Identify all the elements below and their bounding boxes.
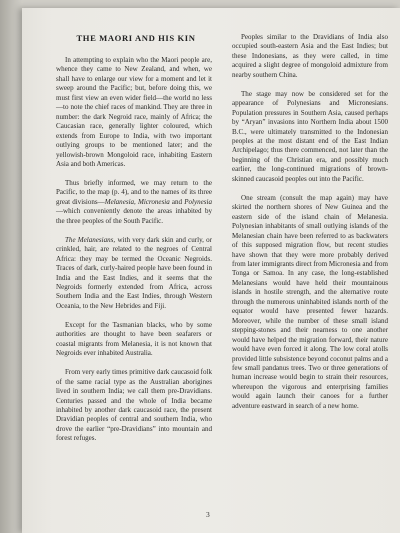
paragraph: One stream (consult the map again) may have skirted the northern shores of New Guinea and the eastern side of the island chain of Melanesia. Polynesian inhabitants of small outlying islands of the Melanesian chain have been referred to as backwaters of this supposed migration flow, but recent studies have shown that they were more probably derived from later immigrants direct from Micronesia and from Tonga or Samoa. In any case, the long-established Melanesians would have held their mountainous islands in hostile strength, and the alternative route through the numerous uninhabited islands north of the equator would have presented fewer hazards. Moreover, while the number of these small island stepping-stones and their nearness to one another would have helped the migration forward, their nature would have even forced it along. The low coral atolls provided little subsistence beyond coconut palms and a few small pandanus trees. Two or three generations of human increase would begin to strain their resources, whereupon the vigorous and enterprising families would again launch their canoes for a further adventure eastward in search of a new home.	[232, 193, 388, 410]
left-column	[56, 56, 212, 453]
page-title: THE MAORI AND HIS KIN	[76, 33, 196, 43]
paragraph: From very early times primitive dark caucasoid folk of the same racial type as the Australian aborigines lived in southern India; we call them pre-Dravidians. Centuries passed and the whole of India became inhabited by another dark caucasoid race, the present Dravidian peoples of central and southern India, who drove the earlier “pre-Dravidians” into mountain and forest refuges.	[56, 368, 212, 443]
paragraph: The Melanesians, with very dark skin and curly, or crinkled, hair, are related to the negroes of Central Africa: they may be termed the Oceanic Negroids. Traces of dark, curly-haired people have been found in India and the East Indies, and it seems that the Negroids formerly extended from Africa, across Southern India and the East Indies, through Western Oceania, to the New Hebrides and Fiji.	[56, 235, 213, 310]
paragraph: Thus briefly informed, we may return to the Pacific, to the map (p. 4), and to the names of its three great divisions—Melanesia, Micronesia and Polynesia—which conveniently denote the areas inhabited by the three peoples of the South Pacific.	[56, 178, 212, 225]
paragraph: In attempting to explain who the Maori people are, whence they came to New Zealand, and when, we shall have to enlarge our view for a moment and let it sweep around the Pacific; but, before doing this, we must first view an even wider field—the world no less—to note the chief races of mankind. They are three in number: the dark Negroid race, mainly of Africa; the Caucasian race, generally lighter coloured, which extends from Europe to India, with two important outlying groups to be mentioned later; and the yellowish-brown Mongoloid race, inhabiting Eastern Asia and both Americas.	[56, 56, 212, 168]
page-number: 3	[206, 510, 210, 519]
paragraph: Except for the Tasmanian blacks, who by some authorities are thought to have been seafarers or coastal migrants from Melanesia, it is not known that Negroids ever inhabited Australia.	[56, 320, 212, 358]
right-column	[232, 33, 388, 421]
paragraph: Peoples similar to the Dravidians of India also occupied south-eastern Asia and the East Indies; but these Indonesians, as they were called, in time acquired a slight degree of mongoloid admixture from nearby southern China.	[232, 33, 388, 79]
page-edge-shadow	[0, 0, 22, 533]
paragraph: The stage may now be considered set for the appearance of Polynesians and Micronesians. Population pressures in Southern Asia, caused perhaps by “Aryan” invasions into Northern India about 1500 B.C., were ultimately transmitted to the Indonesian peoples at the most distant end of the East Indian Archipelago; thus there commenced, not later than the beginning of the Christian era, and possibly much earlier, the long-continued migrations of brown-skinned caucasoid peoples out into the Pacific.	[232, 89, 388, 183]
